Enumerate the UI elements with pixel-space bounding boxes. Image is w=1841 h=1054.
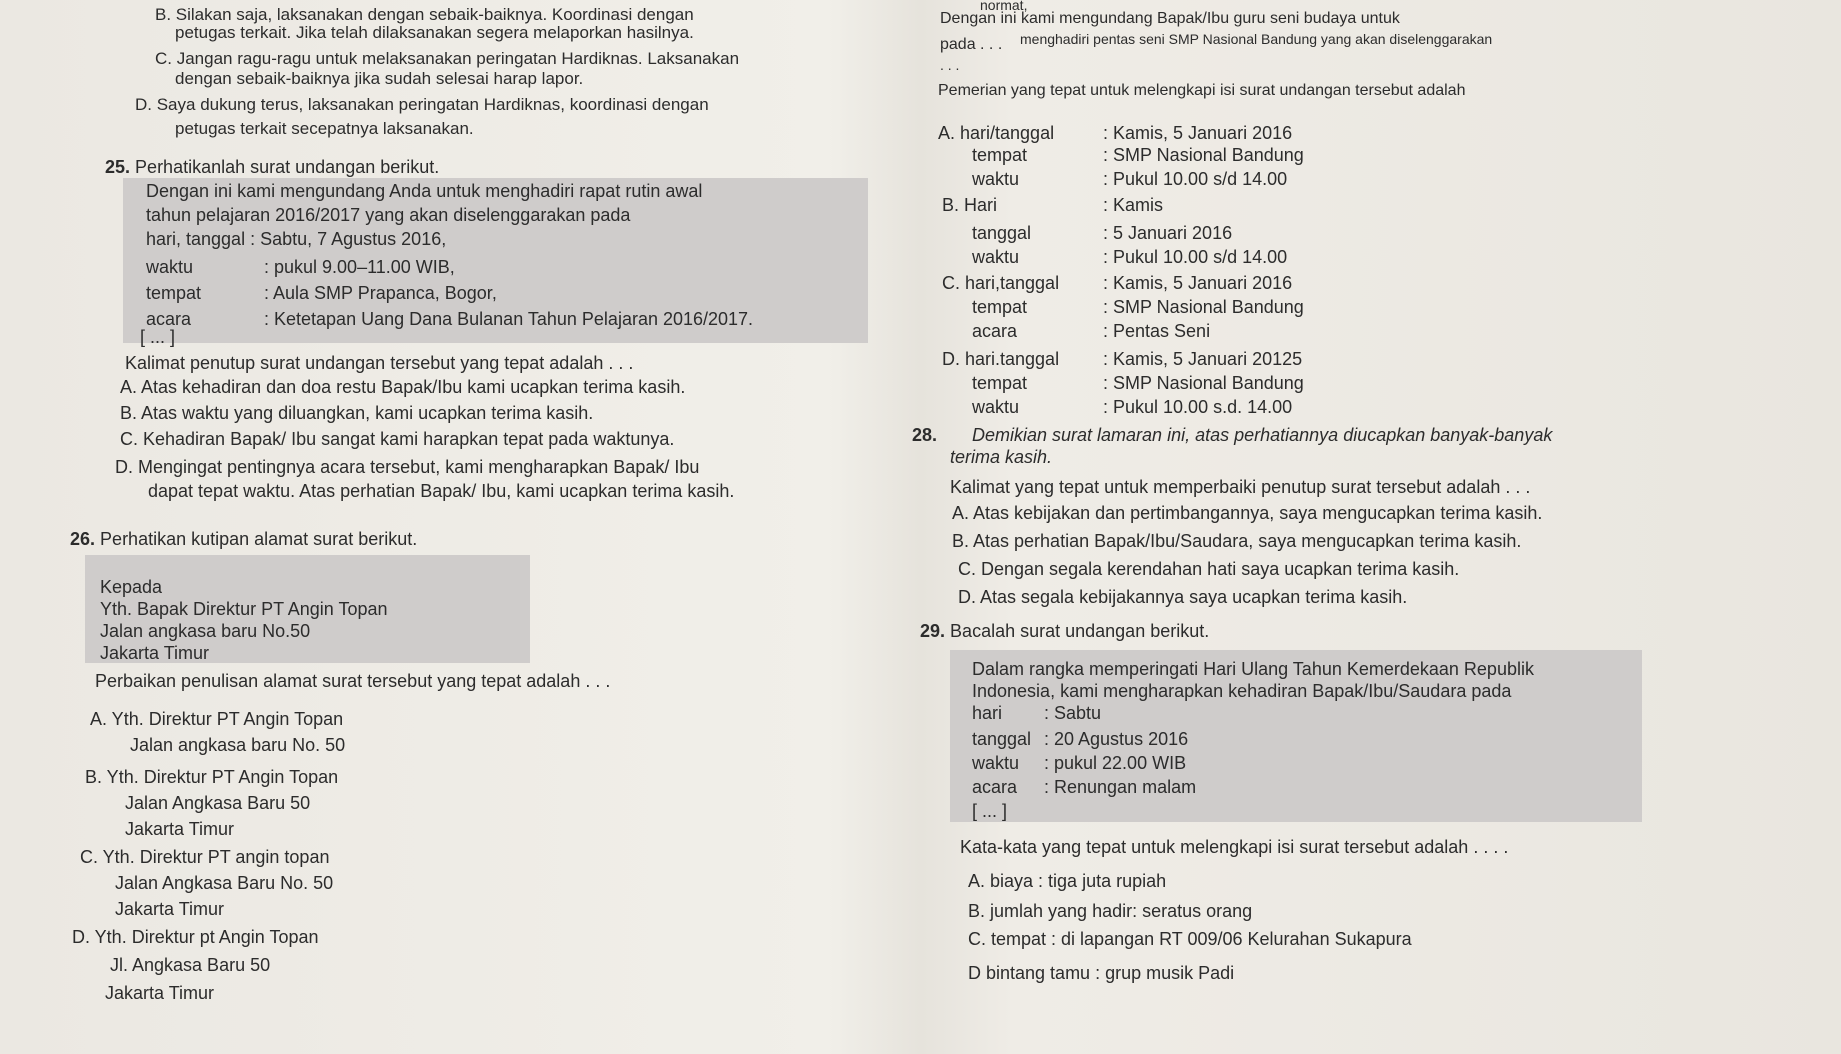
q28-text: Demikian surat lamaran ini, atas perhatiannya diucapkan banyak-banyak bbox=[972, 425, 1553, 445]
q25-option-a[interactable]: A. Atas kehadiran dan doa restu Bapak/Ibu kami ucapkan terima kasih. bbox=[120, 377, 686, 397]
q26-option-c[interactable]: C. Yth. Direktur PT angin topan bbox=[80, 847, 330, 867]
q27-context-line: menghadiri pentas seni SMP Nasional Bandung yang akan diselenggarakan bbox=[1020, 31, 1493, 47]
q28-option-c[interactable]: C. Dengan segala kerendahan hati saya ucapkan terima kasih. bbox=[958, 559, 1460, 579]
prev-option-line: C. Jangan ragu-ragu untuk melaksanakan peringatan Hardiknas. Laksanakan bbox=[155, 49, 740, 68]
q29-field: hari : Sabtu bbox=[972, 703, 1102, 723]
q25-option-c[interactable]: C. Kehadiran Bapak/ Ibu sangat kami harapkan tepat pada waktunya. bbox=[120, 429, 675, 449]
q29-letter-line: Dalam rangka memperingati Hari Ulang Tahun Kemerdekaan Republik bbox=[972, 659, 1534, 679]
q28-header bbox=[912, 424, 1552, 446]
q26-option-a[interactable]: A. Yth. Direktur PT Angin Topan bbox=[90, 709, 344, 729]
q26-option-b[interactable]: B. Yth. Direktur PT Angin Topan bbox=[85, 767, 339, 787]
q25-field: tempat : Aula SMP Prapanca, Bogor, bbox=[146, 283, 497, 303]
q26-option-d-cont: Jl. Angkasa Baru 50 bbox=[110, 955, 271, 975]
q29-field: waktu : pukul 22.00 WIB bbox=[972, 753, 1187, 773]
q26-address-line: Kepada bbox=[100, 577, 163, 597]
q25-placeholder: [ ... ] bbox=[140, 327, 176, 347]
q26-address-line: Jakarta Timur bbox=[100, 643, 210, 663]
q27-field: waktu : Pukul 10.00 s.d. 14.00 bbox=[972, 397, 1293, 417]
q27-option-b[interactable]: B. Hari : Kamis bbox=[942, 195, 1164, 215]
q27-field: tempat : SMP Nasional Bandung bbox=[972, 145, 1304, 165]
q29-field: acara : Renungan malam bbox=[972, 777, 1197, 797]
prev-option-line: petugas terkait secepatnya laksanakan. bbox=[175, 119, 474, 138]
top-fragment: normat, bbox=[980, 0, 1028, 13]
q25-letter-line: Dengan ini kami mengundang Anda untuk menghadiri rapat rutin awal bbox=[146, 181, 703, 201]
q25-header bbox=[105, 156, 439, 178]
q27-option-c[interactable]: C. hari,tanggal : Kamis, 5 Januari 2016 bbox=[942, 273, 1293, 293]
q26-option-d-cont: Jakarta Timur bbox=[105, 983, 215, 1003]
q28-text-cont: terima kasih. bbox=[950, 447, 1053, 467]
q27-option-d[interactable]: D. hari.tanggal : Kamis, 5 Januari 20125 bbox=[942, 349, 1303, 369]
q26-option-a-cont: Jalan angkasa baru No. 50 bbox=[130, 735, 346, 755]
prev-option-line: petugas terkait. Jika telah dilaksanakan segera melaporkan hasilnya. bbox=[175, 23, 694, 42]
prev-option-line: B. Silakan saja, laksanakan dengan sebaik-baiknya. Koordinasi dengan bbox=[155, 5, 694, 24]
q27-context-line: . . . bbox=[940, 57, 960, 73]
prev-option-line: D. Saya dukung terus, laksanakan peringatan Hardiknas, koordinasi dengan bbox=[135, 95, 709, 114]
q27-context-line: pada . . . bbox=[940, 36, 1003, 53]
q25-letter-line: tahun pelajaran 2016/2017 yang akan diselenggarakan pada bbox=[146, 205, 631, 225]
q26-option-b-cont: Jakarta Timur bbox=[125, 819, 235, 839]
q29-question: Kata-kata yang tepat untuk melengkapi isi surat tersebut adalah . . . . bbox=[960, 837, 1509, 857]
q25-question: Kalimat penutup surat undangan tersebut yang tepat adalah . . . bbox=[125, 353, 634, 373]
q28-question: Kalimat yang tepat untuk memperbaiki penutup surat tersebut adalah . . . bbox=[950, 477, 1531, 497]
prev-option-line: dengan sebaik-baiknya jika sudah selesai harap lapor. bbox=[175, 69, 584, 88]
q29-header bbox=[920, 620, 1209, 642]
q27-field: waktu : Pukul 10.00 s/d 14.00 bbox=[972, 247, 1288, 267]
q29-prompt: Bacalah surat undangan berikut. bbox=[950, 621, 1210, 641]
q25-option-b[interactable]: B. Atas waktu yang diluangkan, kami ucapkan terima kasih. bbox=[120, 403, 594, 423]
q25-field: waktu : pukul 9.00–11.00 WIB, bbox=[146, 257, 455, 277]
q29-placeholder: [ ... ] bbox=[972, 801, 1008, 821]
q27-field: acara : Pentas Seni bbox=[972, 321, 1211, 341]
q26-option-c-cont: Jakarta Timur bbox=[115, 899, 225, 919]
q25-option-d[interactable]: D. Mengingat pentingnya acara tersebut, kami mengharapkan Bapak/ Ibu bbox=[115, 457, 700, 477]
q27-field: tempat : SMP Nasional Bandung bbox=[972, 373, 1304, 393]
q26-number: 26. bbox=[70, 529, 96, 549]
q29-option-a[interactable]: A. biaya : tiga juta rupiah bbox=[968, 871, 1167, 891]
q27-field: waktu : Pukul 10.00 s/d 14.00 bbox=[972, 169, 1288, 189]
q29-number: 29. bbox=[920, 621, 946, 641]
q25-field: acara : Ketetapan Uang Dana Bulanan Tahun Pelajaran 2016/2017. bbox=[146, 309, 754, 329]
q29-field: tanggal : 20 Agustus 2016 bbox=[972, 729, 1189, 749]
q26-option-d[interactable]: D. Yth. Direktur pt Angin Topan bbox=[72, 927, 319, 947]
q29-option-d[interactable]: D bintang tamu : grup musik Padi bbox=[968, 963, 1235, 983]
q26-header bbox=[70, 528, 417, 550]
q28-option-d[interactable]: D. Atas segala kebijakannya saya ucapkan terima kasih. bbox=[958, 587, 1408, 607]
q29-letter-line: Indonesia, kami mengharapkan kehadiran Bapak/Ibu/Saudara pada bbox=[972, 681, 1512, 701]
q29-option-c[interactable]: C. tempat : di lapangan RT 009/06 Kelurahan Sukapura bbox=[968, 929, 1412, 949]
q26-prompt: Perhatikan kutipan alamat surat berikut. bbox=[100, 529, 418, 549]
q26-address-line: Yth. Bapak Direktur PT Angin Topan bbox=[100, 599, 388, 619]
q26-option-c-cont: Jalan Angkasa Baru No. 50 bbox=[115, 873, 334, 893]
q27-option-a[interactable]: A. hari/tanggal : Kamis, 5 Januari 2016 bbox=[938, 123, 1293, 143]
q29-option-b[interactable]: B. jumlah yang hadir: seratus orang bbox=[968, 901, 1253, 921]
q27-field: tempat : SMP Nasional Bandung bbox=[972, 297, 1304, 317]
q28-option-a[interactable]: A. Atas kebijakan dan pertimbangannya, saya mengucapkan terima kasih. bbox=[952, 503, 1543, 523]
q26-address-line: Jalan angkasa baru No.50 bbox=[100, 621, 311, 641]
q26-question: Perbaikan penulisan alamat surat tersebut yang tepat adalah . . . bbox=[95, 671, 611, 691]
q25-option-d-cont: dapat tepat waktu. Atas perhatian Bapak/ Ibu, kami ucapkan terima kasih. bbox=[148, 481, 735, 501]
q26-option-b-cont: Jalan Angkasa Baru 50 bbox=[125, 793, 311, 813]
q25-prompt: Perhatikanlah surat undangan berikut. bbox=[135, 157, 440, 177]
q27-field: tanggal : 5 Januari 2016 bbox=[972, 223, 1233, 243]
q28-option-b[interactable]: B. Atas perhatian Bapak/Ibu/Saudara, saya mengucapkan terima kasih. bbox=[952, 531, 1522, 551]
q25-letter-line: hari, tanggal : Sabtu, 7 Agustus 2016, bbox=[146, 229, 447, 249]
q28-number: 28. bbox=[912, 425, 938, 445]
q25-number: 25. bbox=[105, 157, 131, 177]
q27-question: Pemerian yang tepat untuk melengkapi isi surat undangan tersebut adalah bbox=[938, 82, 1466, 99]
q27-context-line: Dengan ini kami mengundang Bapak/Ibu guru seni budaya untuk bbox=[940, 10, 1400, 27]
